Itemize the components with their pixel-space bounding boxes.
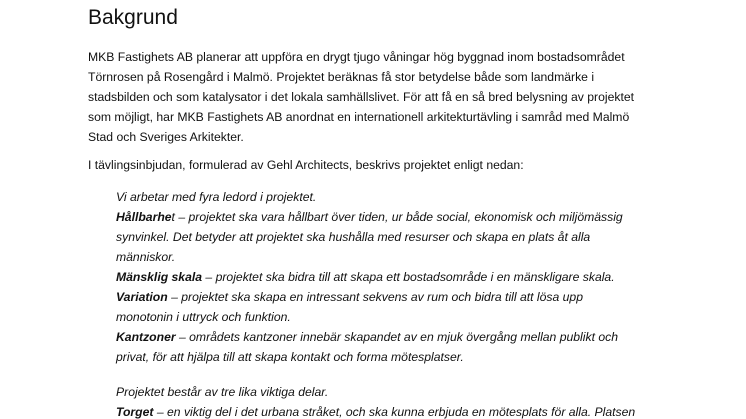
skala-line (116, 267, 716, 287)
hallbarhet-text: – projektet ska vara hållbart över tiden, ur både social, ekonomisk och miljömässig (174, 210, 623, 224)
hallbarhet-term: Hållbarhe (116, 210, 172, 224)
quote-intro: Projektet består av tre lika viktiga delar. (116, 385, 329, 399)
variation-term: Variation (116, 290, 168, 304)
paragraph-line: som möjligt, har MKB Fastighets AB anordnat en internationell arkitekturtävling i samråd med Malmö (88, 110, 630, 124)
hallbarhet-line-3: människor. (116, 250, 176, 264)
torget-text: – en viktig del i det urbana stråket, och ska kunna erbjuda en mötesplats för alla. Platsen (153, 405, 636, 419)
quote-intro: Vi arbetar med fyra ledord i projektet. (116, 190, 317, 204)
background-paragraph (88, 47, 688, 147)
kantzoner-line-2: privat, för att hjälpa till att skapa kontakt och forma mötesplatser. (116, 350, 464, 364)
skala-text: – projektet ska bidra till att skapa ett bostadsområde i en mänskligare skala. (202, 270, 615, 284)
torget-line (116, 402, 716, 419)
invitation-paragraph: I tävlingsinbjudan, formulerad av Gehl Architects, beskrivs projektet enligt nedan: (88, 158, 524, 172)
hallbarhet-line-2: synvinkel. Det betyder att projektet ska hushålla med resurser och skapa en plats åt alla (116, 230, 591, 244)
kantzoner-text: – områdets kantzoner innebär skapandet av en mjuk övergång mellan publikt och (175, 330, 618, 344)
kantzoner-term: Kantzoner (116, 330, 176, 344)
skala-term: Mänsklig skala (116, 270, 203, 284)
kantzoner-line (116, 327, 716, 347)
hallbarhet-term-rest: t (171, 210, 175, 224)
paragraph-line: MKB Fastighets AB planerar att uppföra en drygt tjugo våningar hög byggnad inom bostadsområdet (88, 50, 625, 64)
paragraph-line: Törnrosen på Rosengård i Malmö. Projektet beräknas få stor betydelse både som landmärke i (88, 70, 595, 84)
guiding-words-quote (116, 187, 716, 367)
project-parts-quote (116, 382, 716, 419)
variation-line (116, 287, 716, 307)
paragraph-line: stadsbilden och som katalysator i det lokala samhällslivet. För att få en så bred belysning av projektet (88, 90, 635, 104)
section-heading: Bakgrund (88, 6, 178, 29)
torget-term: Torget (116, 405, 154, 419)
variation-text: – projektet ska skapa en intressant sekvens av rum och bidra till att lösa upp (167, 290, 583, 304)
variation-line-2: monotonin i uttryck och funktion. (116, 310, 291, 324)
paragraph-line: Stad och Sveriges Arkitekter. (88, 130, 244, 144)
hallbarhet-line (116, 207, 716, 227)
